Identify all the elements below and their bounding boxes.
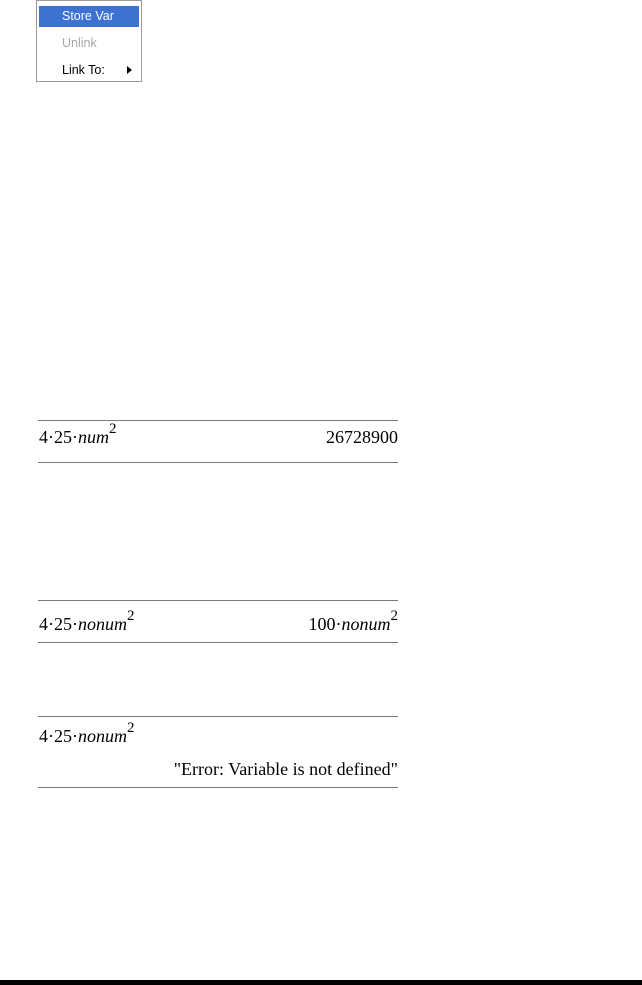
entry-divider	[38, 600, 398, 601]
entry-result	[308, 608, 399, 635]
entry-divider	[38, 716, 398, 717]
entry-divider	[38, 787, 398, 788]
entry-input[interactable]	[39, 720, 135, 747]
expr-exponent: 2	[127, 720, 135, 736]
menu-item-label: Unlink	[62, 36, 97, 50]
expr-exponent: 2	[109, 421, 117, 437]
expr-exponent: 2	[127, 608, 135, 624]
menu-item-link-to[interactable]	[39, 60, 139, 81]
entry-divider	[38, 642, 398, 643]
expr-prefix: 4·25·	[39, 427, 78, 447]
menu-item-label: Store Var	[62, 9, 114, 23]
entry-input[interactable]	[39, 421, 117, 448]
submenu-arrow-icon	[127, 66, 132, 74]
result-value: 26728900	[326, 427, 398, 447]
entry-result	[174, 759, 398, 780]
context-menu	[36, 0, 142, 82]
result-exponent: 2	[390, 608, 398, 624]
result-prefix: 100·	[308, 614, 342, 634]
entry-result	[326, 427, 398, 448]
expr-variable: nonum	[78, 726, 127, 746]
page-bottom-border	[0, 980, 642, 985]
expr-variable: num	[78, 427, 109, 447]
expr-variable: nonum	[78, 614, 127, 634]
entry-divider	[38, 462, 398, 463]
menu-item-unlink	[39, 33, 139, 54]
menu-item-label: Link To:	[62, 63, 105, 77]
error-message: "Error: Variable is not defined"	[173, 759, 398, 779]
entry-input[interactable]	[39, 608, 135, 635]
menu-item-store-var[interactable]	[39, 6, 139, 27]
result-variable: nonum	[341, 614, 391, 634]
expr-prefix: 4·25·	[39, 726, 78, 746]
entry-divider	[38, 420, 398, 421]
expr-prefix: 4·25·	[39, 614, 78, 634]
